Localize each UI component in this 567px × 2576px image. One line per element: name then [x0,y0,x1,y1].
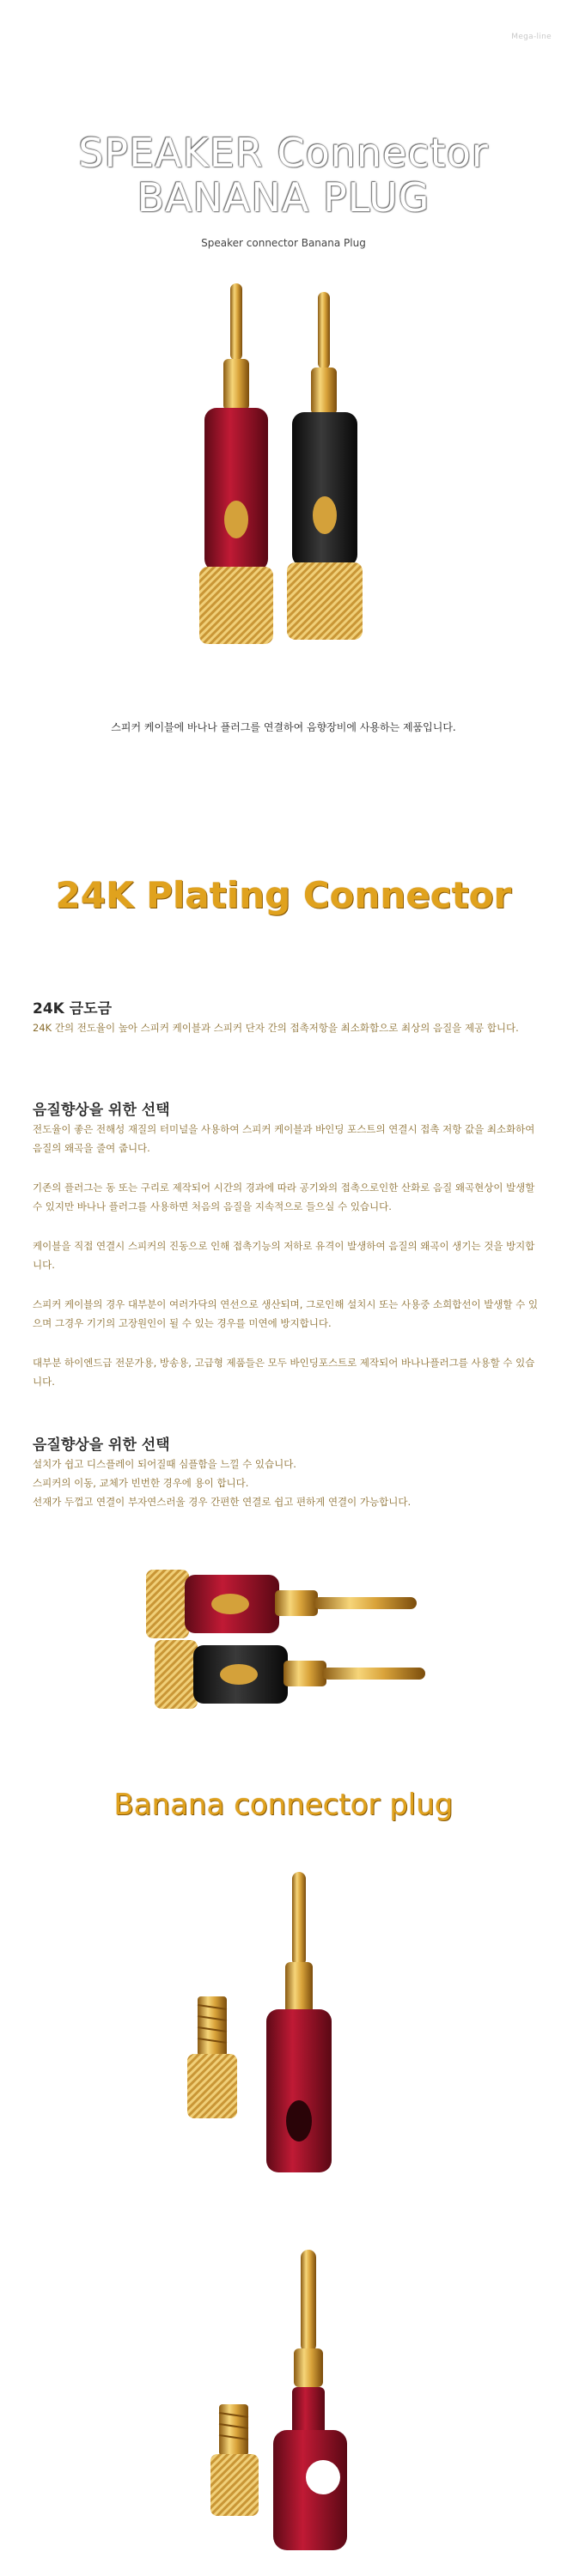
disassembled-plug-image-2 [172,2250,395,2559]
disassembled-plug-image-1 [172,1872,395,2181]
section-paragraph: 대부분 하이엔드급 전문가용, 방송용, 고급형 제품들은 모두 바인딩포스트로 제작되어 바나나플러그를 사용할 수 있습니다. [33,1357,535,1388]
hero-plugs-image [189,266,387,687]
plating-heading: 24K Plating Connector [55,874,512,916]
hero-caption: 스피커 케이블에 바나나 플러그를 연결하여 음향장비에 사용하는 제품입니다. [111,721,456,733]
hero-subtitle: Speaker connector Banana Plug [201,237,366,249]
section-title-sound-quality-2: 음질향상을 위한 선택 [33,1437,170,1454]
horizontal-plugs-image [137,1563,447,1726]
section-title-24k-gold: 24K 금도금 [33,1000,113,1018]
section-paragraph: 케이블을 직접 연결시 스피커의 진동으로 인해 접촉기능의 저하로 유격이 발생하여 음질의 왜곡이 생기는 것을 방지합니다. [33,1240,535,1271]
hero-title-line2: BANANA PLUG [137,174,430,221]
section-paragraph: 전도율이 좋은 전해성 재질의 터미널을 사용하여 스피커 케이블과 바인딩 포스트의 연결시 접촉 저항 값을 최소화하여 음질의 왜곡을 줄여 줍니다. [33,1123,535,1154]
banana-heading: Banana connector plug [113,1788,454,1822]
brand-logo: Mega-line [511,33,552,41]
section-paragraph: 설치가 쉽고 디스플레이 되어질때 심플함을 느낄 수 있습니다. 스피커의 이동, 교체가 빈번한 경우에 용이 합니다. 선재가 두껍고 연결이 부자연스러울 경우 간편한 연결로 쉽고 편하게 연결이 가능합니다. [33,1458,412,1508]
section-paragraph: 기존의 플러그는 동 또는 구리로 제작되어 시간의 경과에 따라 공기와의 접촉으로인한 산화로 음질 왜곡현상이 발생할 수 있지만 바나나 플러그를 사용하면 처음의 음질을 지속적으로 들으실 수 있습니다. [33,1182,535,1212]
section-paragraph: 24K 간의 전도율이 높아 스피커 케이블과 스피커 단자 간의 접촉저항을 최소화함으로 최상의 음질을 제공 합니다. [33,1022,519,1034]
hero-title-line1: SPEAKER Connector [78,130,489,176]
section-paragraph: 스피커 케이블의 경우 대부분이 여러가닥의 연선으로 생산되며, 그로인해 설치시 또는 사용중 소희합선이 발생할 수 있으며 그경우 기기의 고장원인이 될 수 있는 경우를 미연에 방지합니다. [33,1298,539,1329]
section-title-sound-quality: 음질향상을 위한 선택 [33,1102,170,1119]
